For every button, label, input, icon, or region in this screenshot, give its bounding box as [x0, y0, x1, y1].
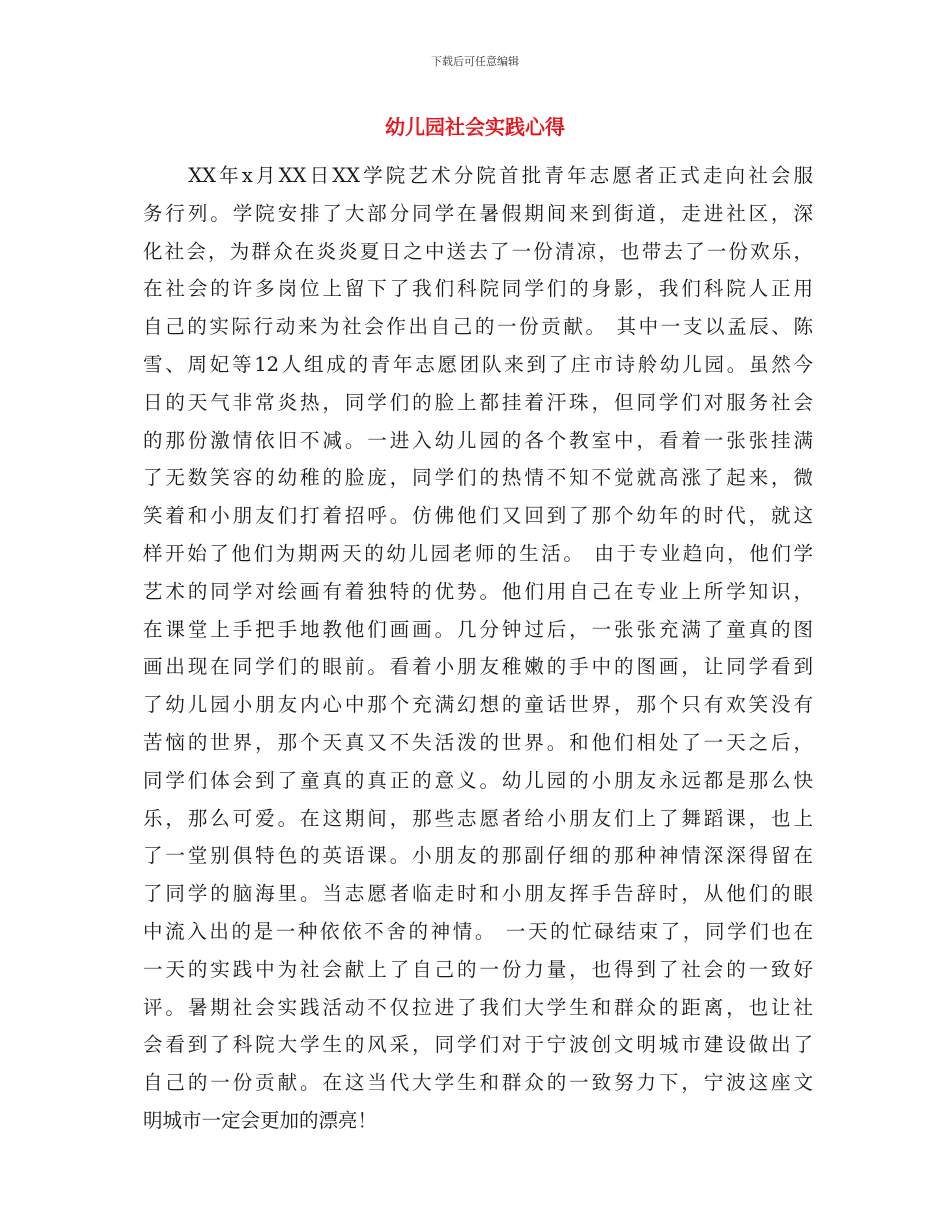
body-line: 在课堂上手把手地教他们画画。几分钟过后，一张张充满了童真的图	[143, 617, 813, 641]
body-line: 艺术的同学对绘画有着独特的优势。他们用自己在专业上所学知识，	[143, 579, 813, 603]
body-line: 样开始了他们为期两天的幼儿园老师的生活。 由于专业趋向，他们学	[143, 541, 813, 565]
document-body	[143, 157, 813, 1140]
body-line: XX年x月XX日XX学院艺术分院首批青年志愿者正式走向社会服	[143, 164, 813, 187]
body-line: 明城市一定会更加的漂亮！	[143, 1108, 378, 1132]
body-line: 日的天气非常炎热，同学们的脸上都挂着汗珠，但同学们对服务社会	[143, 390, 813, 414]
body-line: 中流入出的是一种依依不舍的神情。 一天的忙碌结束了，同学们也在	[143, 919, 813, 943]
body-line: 会看到了科院大学生的风采，同学们对于宁波创文明城市建设做出了	[143, 1033, 813, 1057]
body-line: 的那份激情依旧不减。一进入幼儿园的各个教室中，看着一张张挂满	[143, 428, 813, 452]
document-title: 幼儿园社会实践心得	[385, 115, 565, 139]
body-line: 自己的一份贡献。在这当代大学生和群众的一致努力下，宁波这座文	[143, 1071, 813, 1095]
body-line: 乐，那么可爱。在这期间，那些志愿者给小朋友们上了舞蹈课，也上	[143, 806, 813, 830]
body-line: 了无数笑容的幼稚的脸庞，同学们的热情不知不觉就高涨了起来，微	[143, 466, 813, 490]
body-line: 在社会的许多岗位上留下了我们科院同学们的身影，我们科院人正用	[143, 277, 813, 301]
body-line: 雪、周妃等12人组成的青年志愿团队来到了庄市诗舲幼儿园。虽然今	[143, 352, 813, 376]
body-line: 了一堂别俱特色的英语课。小朋友的那副仔细的那种神情深深得留在	[143, 844, 813, 868]
body-line: 评。暑期社会实践活动不仅拉进了我们大学生和群众的距离，也让社	[143, 995, 813, 1019]
body-line: 笑着和小朋友们打着招呼。仿佛他们又回到了那个幼年的时代，就这	[143, 504, 813, 528]
body-line: 了幼儿园小朋友内心中那个充满幻想的童话世界，那个只有欢笑没有	[143, 693, 813, 717]
header-note: 下载后可任意编辑	[431, 55, 519, 68]
body-line: 一天的实践中为社会献上了自己的一份力量，也得到了社会的一致好	[143, 957, 813, 981]
body-line: 画出现在同学们的眼前。看着小朋友稚嫩的手中的图画，让同学看到	[143, 655, 813, 679]
body-line: 同学们体会到了童真的真正的意义。幼儿园的小朋友永远都是那么快	[143, 768, 813, 792]
body-line: 了同学的脑海里。当志愿者临走时和小朋友挥手告辞时，从他们的眼	[143, 882, 813, 906]
body-line: 化社会，为群众在炎炎夏日之中送去了一份清凉，也带去了一份欢乐，	[143, 239, 813, 263]
body-line: 苦恼的世界，那个天真又不失活泼的世界。和他们相处了一天之后，	[143, 730, 813, 754]
body-line: 自己的实际行动来为社会作出自己的一份贡献。 其中一支以孟辰、陈	[143, 315, 813, 339]
body-line: 务行列。学院安排了大部分同学在暑假期间来到街道，走进社区，深	[143, 201, 813, 225]
